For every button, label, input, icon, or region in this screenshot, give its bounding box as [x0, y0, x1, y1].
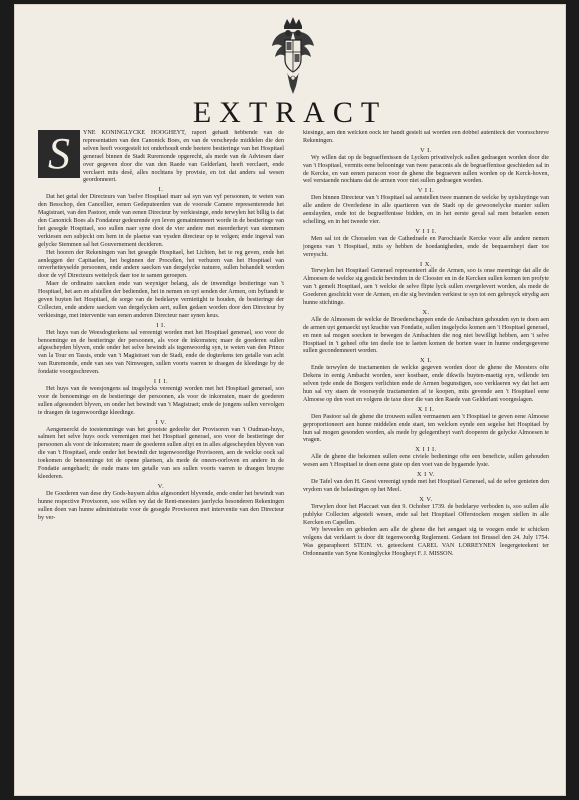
paragraph: Alle de ghene die bekomen sullen eene civiele bedieninge ofte een beneficie, sullen gehouden wesen aen 't Hospitael te doen eene giste op den voet van de bygaende lyste. [303, 454, 549, 469]
section-heading: I I I. [153, 378, 169, 386]
section-heading: I X. [420, 260, 432, 268]
paragraph: Ende terwylen de tractamenten de welcke gegeven worden door de ghene die Meesters ofte Dekens in eenig Ambacht worden, seer kostbaer, ende dikwils buyten-maetig syn, willende ten selven tyde ende de Borgers verlichten ende de Armen begunstigen, soo verklaeren wy dat het aen hun sal vry staen de voorseyde tractamenten af te koopen, mits gevende aen 't Hospitael eene Almoese op den voet en volgens de taxe door die van den Raede van Gelderlant voorgeslagen. [303, 365, 549, 403]
decorated-initial [38, 130, 80, 178]
section-heading: X I. [420, 357, 432, 365]
document-sheet [14, 4, 566, 796]
paragraph: Den binnen Directeur van 't Hospitael sal aenstellen twee mannen de welcke by uytsluytinge van alle andere de Overledene in alle quartieren van de Stadt op de gewoonelycke manier sullen aensluyden, ende tot de begraeffenisse bidden, en in het eerste geval sal men betaelen eenen schelling, en in het tweede vier. [303, 195, 549, 225]
paragraph: Aengemerckt de toestemminge van het grootste gedeelte der Provisoren van 't Oudman-huys, salmen het selve huys oock vereenigen met het Hospitael generael, soo voor de bestieringe der persoonen als voor de inkomsten; maer de goederen sullen altyt en in alles afgescheyden blyven van die van 't Hospitael, ende onder het bewindt der tegenwoordige Provisoren, aen de welcke oock sal toekomen de benoeminge tot de opene plaetsen, als mede de oneen-oorloven en andere in de Fondatie aengehaelt; de oude mans ten getalle van ses sullen voorts vaeren te draegen bruyne kleederen. [38, 426, 284, 480]
paragraph: Alle de Almoesen de welcke de Broederschappen ende de Ambachten gehouden syn te doen aen de armen uyt gemaeckt uyt krachte van Fondatie, sullen insgelycks komen aen 't Hospitael generael, en men sal mogen soecken te bewegen de Ambachten die nog niet bewilligt hebben, aen 't selve Hospitael in 't geheel ofte ten deele toe te laeten komen de borten waer in hunne ondergegevene sullen gecondemneert worden. [303, 316, 549, 355]
coat-of-arms-icon [270, 16, 316, 98]
paragraph: De Goederen van dese dry Gods-huysen aldus afgesondert blyvende, ende onder het bewindt van hunne respective Provisoren, soo willen wy dat de Rent-meesters jaerlycks besonderen Rekeningen sullen doen van hunne administratie voor de gesegde Provisoren met interventie van den Directeur by ver- [38, 490, 284, 521]
section-heading: X I I I. [415, 446, 437, 454]
paragraph: Het huys van de weesjongens sal insgelycks vereenigt worden met het Hospitael generael, soo voor de benoeminge en de bestieringe der persoonen, als voor de inkomsten, maer de goederen sullen afgesondert blyven, en onder het bewindt van 't Magistraet; ende de jongens sullen vervolgen te draegen de tegenwoordige kleedinge. [38, 386, 284, 416]
paragraph: Terwylen door het Placcaet van den 9. Ochober 1739. de bedelarye verboden is, soo sullen alle publyke Collecten afgestelt wesen, ende sal het Hospitael Offerstocken mogen stellen in alle Kercken en Capellen. [303, 503, 549, 526]
document-title: EXTRACT [192, 96, 388, 129]
section-heading: V I. [420, 146, 432, 154]
paragraph: kiesinge, aen den welcken oock ter handt gestelt sal worden een dobbel autentieck der voorsschreve Rekeningen. [303, 130, 549, 144]
section-heading: V. [157, 482, 165, 490]
paragraph: Wy willen dat op de begraeffenissen de Lycken privativelyck sullen gedraegen worden door die van 't Hospitael, vermits eene belooninge van twee paraconis als de begraeffenisse geschieden sal in de Kercke, en van eenen paracon voor de ghene die begraeven sullen worden op de Kerck-hoven, wel verstaende nochtans dat de armen voor niet sullen gedraegen worden. [303, 154, 549, 185]
section-heading: X. [422, 308, 430, 316]
section-heading: X I I. [417, 405, 435, 413]
paragraph: De Tafel van den H. Geest vereenigt synde met het Hospitael Generael, sal de selve genieten den vrydom van de belastingen op het Meel. [303, 478, 549, 493]
paragraph: Wy beveelen en gebieden aen alle de ghene die het aengaet sig te voegen ende te schicken volgens dat verklaert is door dit tegenwoordig Reglement. Gedaen tot Brussel den 24. July 1754. Was geparapheert STEIN. vt. geteeckent CAREL VAN LORREYNEN leegergeteekent ter Ordonnantie van Syne Koninglycke Hoogheyt F. J. MISSON. [303, 527, 549, 558]
paragraph: Het huys van de Weesdogterkens sal vereenigt worden met het Hospitael generael, soo voor de benoeminge en de bestieringe der persoonen, als voor de inkomsten; maer de goederen sullen afgescheyden blyven, ende onder het selve bewindt als tegenwoordig syn, te weten van den Prince van la Tour en Tassis, ende van 't Magistraet van de Stadt, ende de dogterkens ten getalle van acht van Ruremonde, ende van ses van Nimwegen, sullen voorts vaeren te draegen de kleedinge by de fondatie voorgeschreven. [38, 329, 284, 376]
paragraph: Den Pastoor sal de ghene die trouwen sullen vermaenen aen 't Hospitael te geven eene Almoese geproportioneert aen hunne middelen ende staet, ten welcken eynde een segelse het Hospitael by hun sal mogen gesonden worden, als mede by gelegentheyt van't dooperen de gelycke Almoesen te vragen. [303, 413, 549, 444]
section-heading: I I. [156, 321, 166, 329]
initial-letter: S [48, 130, 70, 178]
left-column [38, 130, 284, 790]
section-heading: X I V. [416, 471, 436, 479]
right-column [303, 130, 549, 790]
paragraph: Men sal tot de Choraelen van de Cathedraele en Parochiaele Kercke voor alle andere nemen jongens van 't Hospitael, mits sy hebben de hoedanigheden, ende de bequaemheyt daer toe vereyscht. [303, 235, 549, 258]
paragraph: Dat het getal der Directeurs van 'tselve Hospitael marr sal syn van vyf persoonen, te weten van den Besschop, den Cancellier, eenen Gedeputeerden van de voorsde Camere representerende het Magistraet, van den Pastoor, ende van eenen Directeur by verkiesinge, ende terwylen het billig is dat den Canonick Boes als Fondateur gedeurende syn leven gemaintenneert worde in de bestieringe van het gesegde Hospitael, soo sullen naer syne doot de vier andere met meerderheyt van stemmen verkiesen een subjeckt om hem in de plaetse van vysden directeur op te volgen; ende ingeval van gelycke Stemmen sal het Gouvernement decideren. [38, 194, 284, 248]
section-heading: V I I. [417, 187, 435, 195]
section-heading: I V. [155, 418, 167, 426]
section-heading: V I I I. [415, 227, 437, 235]
paragraph: Terwylen het Hospitael Generael representeert alle de Armen, soo is onse meeninge dat alle de Almoesen de welcke sig gestickt bevinden in de Clooster en in de Kercken sullen komen ten profyte van 't gemelt Hospitael, aen 't welcke de selve flipte lyck sullen overgelevert worden, als mede de Goederen geschickt voor de Armen, en die sig bevinden verkiest te syn tot een gebruyck strydig aen hunne stichtinge. [303, 268, 549, 307]
paragraph: Maer de ordinaire saecken ende van weyniger belang, als de inwendige bestieringe van 't Hospitael, het aen en afstellen der bedienden, het in nemen en uyt senden der Armen, om byftandt te geven buyten het Hospitael, de sorge van de bedelarye vernietight te houden, de bestieringe der Collecten, ende andere saecken van dergelycken aert, sullen gedaen worden door den Directeur by verkiesinge, met interventie van eenen anderen Directeur naer synen keus. [38, 281, 284, 319]
section-heading: I. [158, 186, 164, 194]
paragraph: YNE KONINGLYCKE HOOGHEYT, raport gehadt hebbende van de representatien van den Canonick Boes, en van de verscheyde middelen die den selven heeft voorgestelt tot onderhoudt ende beetere bestieringe van het Hospitael generael binnen de Stadt Ruremonde opgerecht, als mede van de Adviesen daer over gegeven door die van den Raede van Gelderlant, heeft verclaert, ende verclaert mits desê, alles nochtans by provisie, en tot dat anders sal wesen geordonneert. [83, 130, 284, 184]
section-heading: X V. [419, 495, 433, 503]
paragraph: Het hooren der Rekeningen van het gesegde Hospitael, het Lichten, het te reg geven, ende het aenleggen der Capitaelen, het beginnen der Proceßen, het verhuren van het Hospitael van onverhetteyselde persoonen, ende andere saecken van dergelycke natuere, sullen behandelt worden door de vyf Directeurs wettelyck daer toe te samen geroepen. [38, 249, 284, 280]
